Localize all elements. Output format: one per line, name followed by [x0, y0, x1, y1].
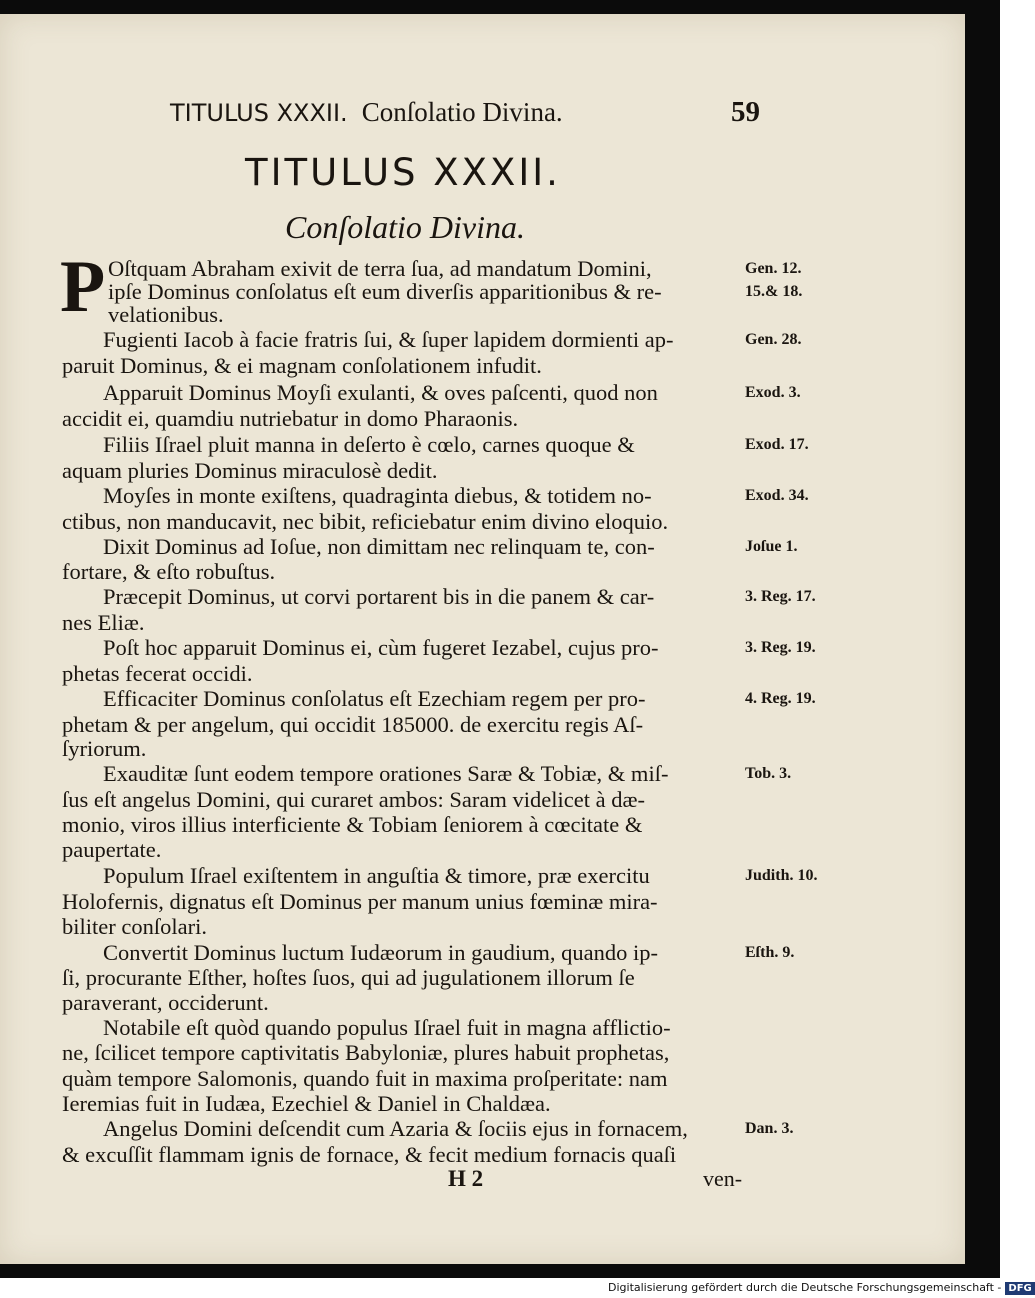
- text-line: [0, 1091, 965, 1117]
- text-line-content: Dixit Dominus ad Ioſue, non dimittam nec relinquam te, con-: [103, 534, 655, 559]
- text-line: [0, 837, 965, 863]
- text-line-content: Ieremias fuit in Iudæa, Ezechiel & Daniel in Chaldæa.: [62, 1091, 551, 1116]
- margin-reference: Exod. 3.: [745, 384, 801, 401]
- text-line: [0, 686, 965, 712]
- text-line: [0, 940, 965, 966]
- text-line-content: Notabile eſt quòd quando populus Iſrael fuit in magna afflictio-: [103, 1015, 671, 1040]
- text-line: [0, 812, 965, 838]
- text-line-content: ſus eſt angelus Domini, qui curaret ambos: Saram videlicet à dæ-: [62, 787, 645, 812]
- running-head-subtitle: Conſolatio Divina.: [361, 97, 563, 127]
- text-line-content: ne, ſcilicet tempore captivitatis Babyloniæ, plures habuit prophetas,: [62, 1040, 670, 1065]
- margin-reference: Judith. 10.: [745, 867, 818, 884]
- margin-reference: 3. Reg. 17.: [745, 588, 816, 605]
- page-number: 59: [731, 96, 760, 128]
- margin-reference: 15.& 18.: [745, 283, 803, 300]
- running-head: [170, 94, 760, 130]
- running-head-title: TITULUS XXXII.: [170, 99, 348, 127]
- text-line-content: Populum Iſrael exiſtentem in anguſtia & timore, præ exercitu: [103, 863, 650, 888]
- text-line: [0, 787, 965, 813]
- signature-mark: H 2: [448, 1166, 484, 1191]
- text-line-content: paruit Dominus, & ei magnam conſolationem infudit.: [62, 353, 542, 378]
- text-line-content: paraverant, occiderunt.: [62, 990, 269, 1015]
- dfg-logo: DFG: [1005, 1282, 1034, 1295]
- text-line: [0, 559, 965, 585]
- text-line-content: Moyſes in monte exiſtens, quadraginta diebus, & totidem no-: [103, 483, 652, 508]
- text-line: [0, 736, 965, 762]
- margin-reference: 4. Reg. 19.: [745, 690, 816, 707]
- text-line-content: ctibus, non manducavit, nec bibit, reficiebatur enim divino eloquio.: [62, 509, 669, 534]
- book-page: [0, 14, 965, 1264]
- text-line: [0, 327, 965, 353]
- text-line: [0, 990, 965, 1016]
- text-line-content: paupertate.: [62, 837, 162, 862]
- text-line-content: fortare, & eſto robuſtus.: [62, 559, 276, 584]
- text-line: [0, 432, 965, 458]
- text-line-content: Poſt hoc apparuit Dominus ei, cùm fugeret Iezabel, cujus pro-: [103, 635, 659, 660]
- text-line-content: nes Eliæ.: [62, 610, 145, 635]
- text-line-content: Holofernis, dignatus eſt Dominus per manum unius fœminæ mira-: [62, 889, 658, 914]
- text-line-content: Angelus Domini deſcendit cum Azaria & ſociis ejus in fornacem,: [103, 1116, 688, 1141]
- text-line: [0, 353, 965, 379]
- text-line-content: velationibus.: [108, 302, 224, 327]
- text-line: [0, 534, 965, 560]
- text-line: [0, 1015, 965, 1041]
- text-line: [0, 1040, 965, 1066]
- text-line: [0, 761, 965, 787]
- margin-reference: Exod. 17.: [745, 436, 809, 453]
- chapter-title: TITULUS XXXII.: [245, 151, 561, 194]
- text-line-content: Filiis Iſrael pluit manna in deſerto è cœlo, carnes quoque &: [103, 432, 635, 457]
- catchword: ven-: [703, 1166, 743, 1191]
- text-line-content: Efficaciter Dominus conſolatus eſt Ezechiam regem per pro-: [103, 686, 646, 711]
- margin-reference: 3. Reg. 19.: [745, 639, 816, 656]
- text-line-content: biliter conſolari.: [62, 914, 207, 939]
- margin-reference: Gen. 28.: [745, 331, 802, 348]
- text-line-content: Apparuit Dominus Moyſi exulanti, & oves paſcenti, quod non: [103, 380, 658, 405]
- text-line: [0, 889, 965, 915]
- margin-reference: Exod. 34.: [745, 487, 809, 504]
- text-line: [0, 863, 965, 889]
- text-line-content: Fugienti Iacob à facie fratris ſui, & ſuper lapidem dormienti ap-: [103, 327, 674, 352]
- margin-reference: Tob. 3.: [745, 765, 792, 782]
- margin-reference: Dan. 3.: [745, 1120, 794, 1137]
- text-line: [0, 661, 965, 687]
- footer-credit: Digitalisierung gefördert durch die Deutsche Forschungsgemeinschaft -: [608, 1281, 1002, 1294]
- text-line: [0, 1142, 965, 1168]
- margin-reference: Gen. 12.: [745, 260, 802, 277]
- text-line-content: & excuſſit flammam ignis de fornace, & fecit medium fornacis quaſi: [62, 1142, 677, 1167]
- text-line: [0, 712, 965, 738]
- text-line: [0, 1066, 965, 1092]
- text-line-content: phetas fecerat occidi.: [62, 661, 253, 686]
- text-line-content: quàm tempore Salomonis, quando fuit in maxima proſperitate: nam: [62, 1066, 668, 1091]
- text-line-content: accidit ei, quamdiu nutriebatur in domo Pharaonis.: [62, 406, 519, 431]
- text-line: [0, 584, 965, 610]
- signature-line: [0, 1166, 965, 1192]
- text-line-content: ſyriorum.: [62, 736, 147, 761]
- margin-reference: Joſue 1.: [745, 538, 798, 555]
- digitization-footer: [608, 1280, 1035, 1296]
- text-line: [0, 380, 965, 406]
- text-line: [0, 965, 965, 991]
- text-line: [0, 1116, 965, 1142]
- text-line-content: ipſe Dominus conſolatus eſt eum diverſis apparitionibus & re-: [108, 279, 662, 304]
- text-line: [0, 302, 965, 328]
- drop-cap: P: [60, 246, 106, 328]
- text-line: [0, 635, 965, 661]
- chapter-subtitle: Conſolatio Divina.: [285, 209, 525, 245]
- text-line-content: Præcepit Dominus, ut corvi portarent bis in die panem & car-: [103, 584, 655, 609]
- text-line-content: Convertit Dominus luctum Iudæorum in gaudium, quando ip-: [103, 940, 658, 965]
- text-line-content: Exauditæ ſunt eodem tempore orationes Saræ & Tobiæ, & miſ-: [103, 761, 669, 786]
- text-line-content: monio, viros illius interficiente & Tobiam ſeniorem à cœcitate &: [62, 812, 643, 837]
- text-line-content: phetam & per angelum, qui occidit 185000. de exercitu regis Aſ-: [62, 712, 644, 737]
- text-line-content: ſi, procurante Eſther, hoſtes ſuos, qui ad jugulationem illorum ſe: [62, 965, 635, 990]
- text-line: [0, 483, 965, 509]
- text-line-content: aquam pluries Dominus miraculosè dedit.: [62, 458, 438, 483]
- text-line: [0, 406, 965, 432]
- text-line: [0, 914, 965, 940]
- text-line: [0, 610, 965, 636]
- text-line-content: Oſtquam Abraham exivit de terra ſua, ad mandatum Domini,: [108, 256, 652, 281]
- text-line: [0, 458, 965, 484]
- margin-reference: Eſth. 9.: [745, 944, 795, 961]
- text-line: [0, 509, 965, 535]
